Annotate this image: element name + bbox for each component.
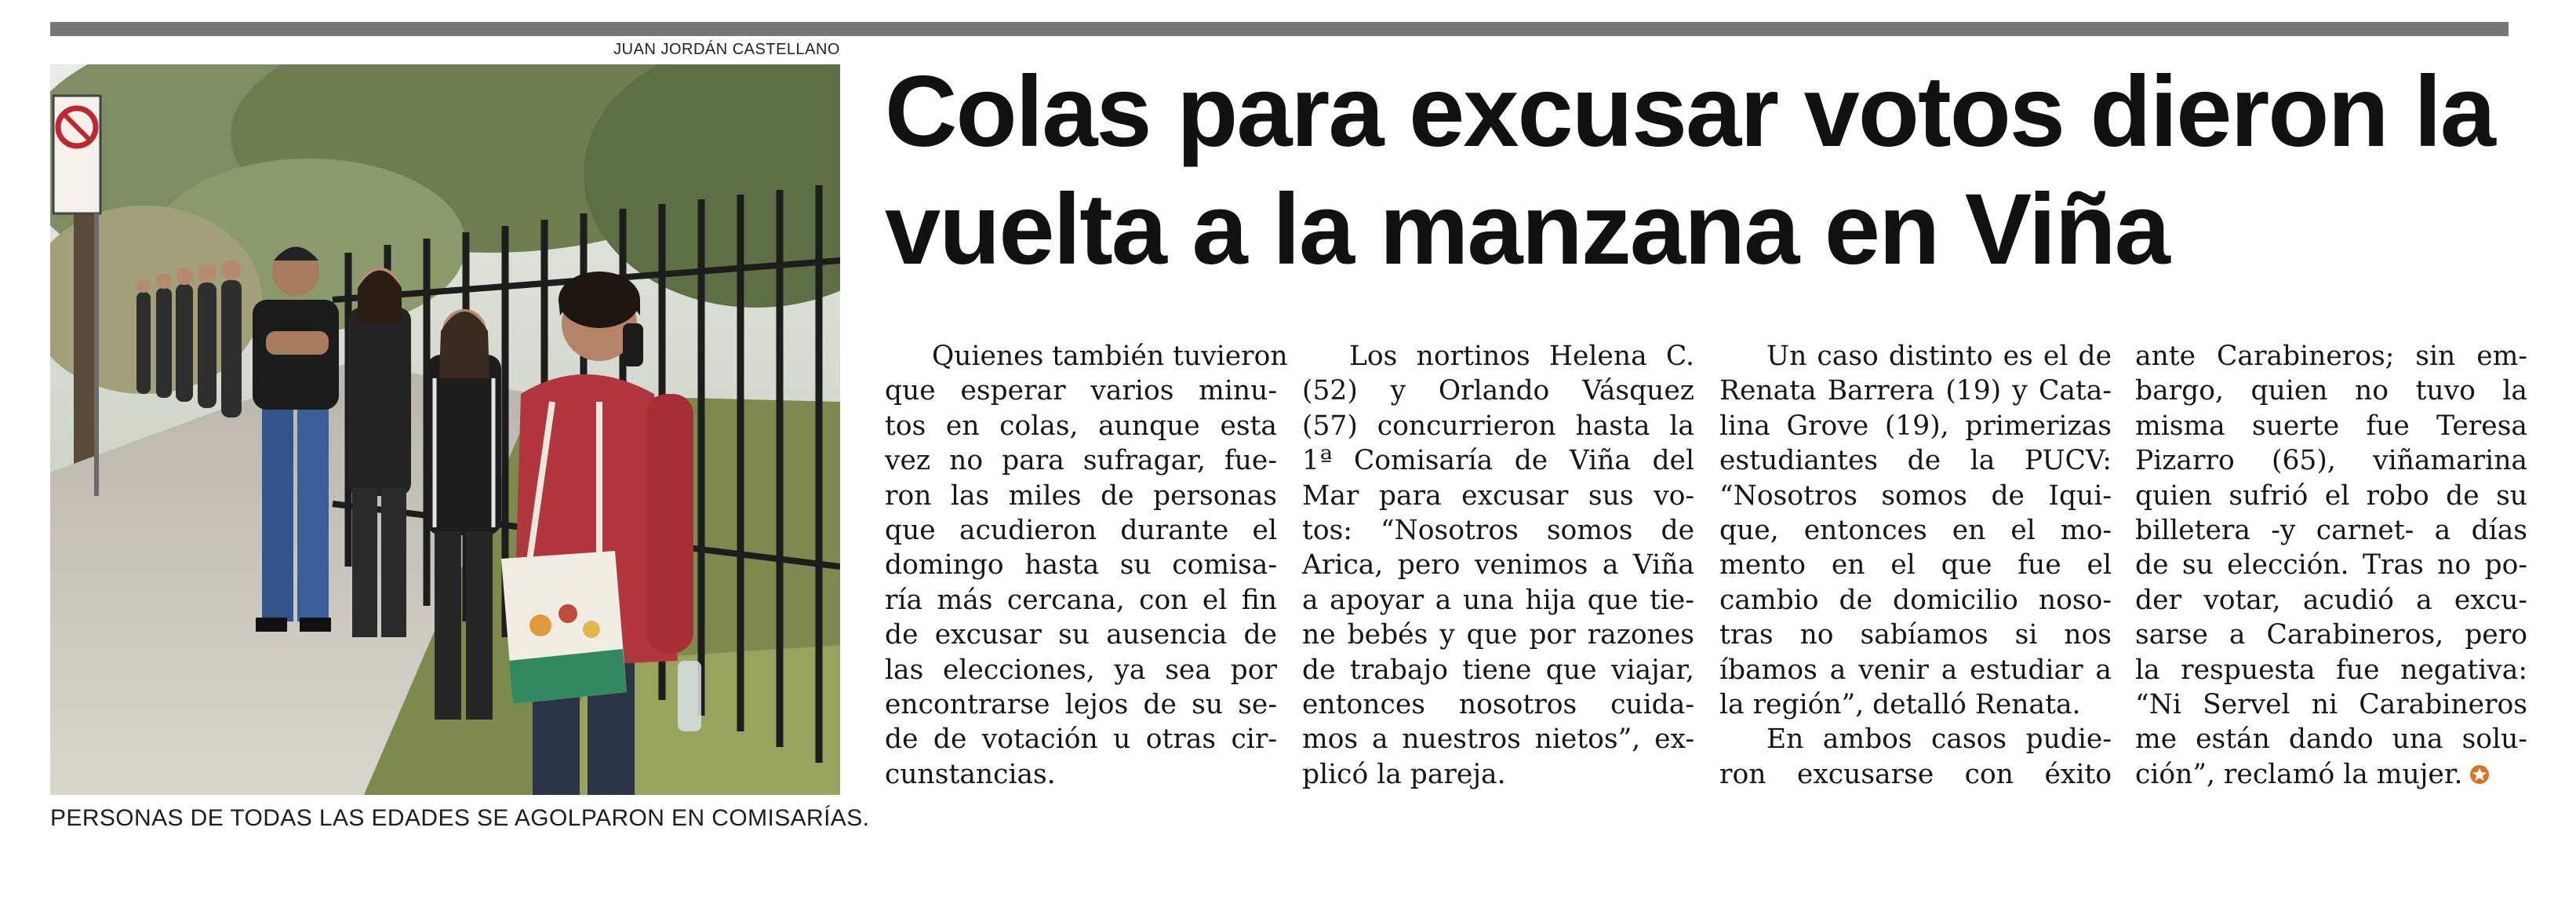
body-line: Arica, pero venimos a Viña — [1302, 549, 1694, 581]
body-line: lina Grove (19), primerizas — [1719, 410, 2112, 442]
body-line: la región”, detalló Renata. — [1719, 689, 2081, 721]
body-line: mos a nuestros nietos”, ex- — [1302, 724, 1694, 756]
body-line: íbamos a venir a estudiar a — [1719, 654, 2112, 686]
body-line: Pizarro (65), viñamarina — [2135, 445, 2527, 477]
body-line: der votar, acudió a excu- — [2135, 584, 2527, 616]
body-line-text: ción”, reclamó la mujer. — [2135, 758, 2463, 790]
article-column-1 — [885, 339, 1288, 792]
body-line: (52) y Orlando Vásquez — [1302, 375, 1694, 407]
body-line: entonces nosotros cuida- — [1302, 689, 1694, 721]
body-line: billetera -y carnet- a días — [2135, 515, 2527, 547]
body-line: encontrarse lejos de su se- — [885, 689, 1277, 721]
photo-credit: JUAN JORDÁN CASTELLANO — [613, 41, 840, 58]
body-line: “Ni Servel ni Carabineros — [2135, 689, 2527, 721]
body-last-line — [2135, 757, 2527, 792]
body-line: la respuesta fue negativa: — [2135, 654, 2527, 686]
body-line: Quienes también tuvieron — [932, 341, 1288, 372]
body-line: de su elección. Tras no po- — [2135, 549, 2527, 581]
body-line: ne bebés y que por razones — [1302, 619, 1694, 651]
body-line: (57) concurrieron hasta la — [1302, 410, 1694, 442]
body-line: sarse a Carabineros, pero — [2135, 619, 2527, 651]
body-line: vez no para sufragar, fue- — [885, 445, 1277, 477]
body-line: tos: “Nosotros somos de — [1302, 515, 1694, 547]
headline-line-1: Colas para excusar votos dieron la — [885, 56, 2494, 168]
body-line: Los nortinos Helena C. — [1349, 341, 1694, 372]
article-column-2 — [1302, 339, 1694, 792]
body-line: cambio de domicilio noso- — [1719, 584, 2112, 616]
body-line: a apoyar a una hija que tie- — [1302, 584, 1694, 616]
headline-line-2: vuelta a la manzana en Viña — [885, 173, 2169, 286]
body-line: Un caso distinto es el de — [1766, 341, 2112, 372]
body-line: domingo hasta su comisa- — [885, 549, 1277, 581]
end-of-article-icon — [2469, 764, 2490, 785]
body-line: 1ª Comisaría de Viña del — [1302, 445, 1694, 477]
body-line: ría más cercana, con el fin — [885, 584, 1277, 616]
body-line: misma suerte fue Teresa — [2135, 410, 2527, 442]
body-line: quien sufrió el robo de su — [2135, 479, 2527, 512]
body-line: Mar para excusar sus vo- — [1302, 479, 1694, 512]
body-line: En ambos casos pudie- — [1766, 724, 2112, 756]
body-line: ron las miles de personas — [885, 479, 1277, 512]
headline — [885, 53, 2524, 289]
top-rule — [50, 22, 2509, 36]
body-line: ron excusarse con éxito — [1719, 758, 2112, 790]
body-line: de trabajo tiene que viajar, — [1302, 654, 1694, 686]
body-line: plicó la pareja. — [1302, 758, 1506, 790]
article-column-4 — [2135, 339, 2527, 792]
photo-caption: PERSONAS DE TODAS LAS EDADES SE AGOLPARON EN COMISARÍAS. — [50, 805, 870, 831]
body-line: estudiantes de la PUCV: — [1719, 445, 2112, 477]
body-line: que esperar varios minu- — [885, 375, 1277, 407]
body-line: mento en el que fue el — [1719, 549, 2112, 581]
body-line: “Nosotros somos de Iqui- — [1719, 479, 2112, 512]
body-line: de de votación u otras cir- — [885, 724, 1277, 756]
body-line: Renata Barrera (19) y Cata- — [1719, 375, 2112, 407]
body-line: tras no sabíamos si nos — [1719, 619, 2112, 651]
body-line: de excusar su ausencia de — [885, 619, 1277, 651]
body-line: cunstancias. — [885, 758, 1056, 790]
body-line: bargo, quien no tuvo la — [2135, 375, 2527, 407]
body-line: ante Carabineros; sin em- — [2135, 341, 2527, 372]
article-column-3 — [1719, 339, 2112, 792]
body-line: me están dando una solu- — [2135, 724, 2527, 756]
body-line: tos en colas, aunque esta — [885, 410, 1277, 442]
body-line: que acudieron durante el — [885, 515, 1277, 547]
body-line: que, entonces en el mo- — [1719, 515, 2112, 547]
news-photo — [50, 64, 840, 795]
body-line: las elecciones, ya sea por — [885, 654, 1277, 686]
